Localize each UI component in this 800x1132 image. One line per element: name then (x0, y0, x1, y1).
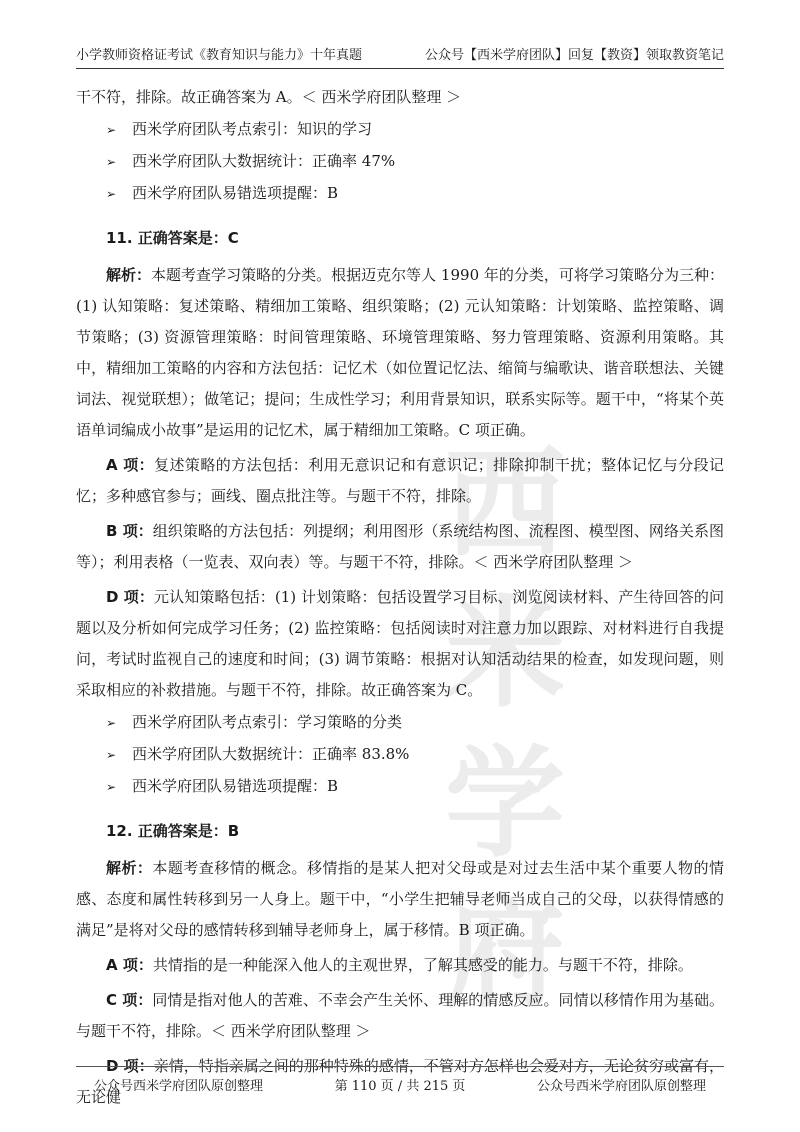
arrow-icon: ➢ (106, 123, 117, 137)
arrow-icon: ➢ (106, 187, 117, 201)
arrow-icon: ➢ (106, 748, 117, 762)
arrow-icon: ➢ (106, 780, 117, 794)
header-promo: 公众号【西米学府团队】回复【教资】领取教资笔记 (424, 48, 724, 63)
arrow-icon: ➢ (106, 155, 117, 169)
question-11-analysis: 解析：本题考查学习策略的分类。根据迈克尔等人 1990 年的分类，可将学习策略分为三种：(1) 认知策略：复述策略、精细加工策略、组织策略；(2) 元认知策略：计划策略、监控策略、调节策略；(3) 资源管理策略：时间管理策略、环境管理策略、努力管理策略、资源利用策略。其中，精细加工策略的内容和方法包括：记忆术（如位置记忆法、缩简与编歌诀、谐音联想法、关键词法、视觉联想）；做笔记；提问；生成性学习；利用背景知识，联系实际等。题干中，“将某个英语单词编成小故事”是运用的记忆术，属于精细加工策略。C 项正确。 (76, 266, 724, 439)
question-12-heading: 12. 正确答案是：B (106, 822, 240, 840)
arrow-icon: ➢ (106, 716, 117, 730)
list-item: ➢ 西米学府团队易错选项提醒：B (76, 770, 724, 802)
list-item: ➢ 西米学府团队考点索引：知识的学习 (76, 113, 724, 145)
watermark-logo: 西米学府 (445, 435, 565, 1024)
question-11-heading: 11. 正确答案是：C (106, 229, 239, 247)
footer-left: 公众号西米学府团队原创整理 (94, 1079, 264, 1094)
page-body (76, 82, 724, 1113)
footer-right: 公众号西米学府团队原创整理 (536, 1079, 706, 1094)
question-12-option-d: D 项：亲情，特指亲属之间的那种特殊的感情，不管对方怎样也会爱对方，无论贫穷或富有，无论健 (76, 1057, 724, 1106)
question-12-option-c: C 项：同情是指对他人的苦难、不幸会产生关怀、理解的情感反应。同情以移情作用为基础。与题干不符，排除。＜ 西米学府团队整理 ＞ (76, 991, 724, 1040)
question-12-option-a: A 项：共情指的是一种能深入他人的主观世界，了解其感受的能力。与题干不符，排除。 (106, 956, 693, 974)
question-11-option-d: D 项：元认知策略包括：(1) 计划策略：包括设置学习目标、浏览阅读材料、产生待回答的问题以及分析如何完成学习任务；(2) 监控策略：包括阅读时对注意力加以跟踪、对材料进行自我提问，考试时监视自己的速度和时间；(3) 调节策略：根据对认知活动结果的检查，如发现问题，则采取相应的补救措施。与题干不符，排除。故正确答案为 C。 (76, 588, 724, 699)
page-header (76, 38, 724, 69)
header-title: 小学教师资格证考试《教育知识与能力》十年真题 (76, 48, 363, 63)
list-item: ➢ 西米学府团队易错选项提醒：B (76, 177, 724, 209)
prev-answer-tail: 干不符，排除。故正确答案为 A。＜ 西米学府团队整理 ＞ (76, 88, 462, 106)
question-11-option-b: B 项：组织策略的方法包括：列提纲；利用图形（系统结构图、流程图、模型图、网络关系图等）；利用表格（一览表、双向表）等。与题干不符，排除。＜ 西米学府团队整理 ＞ (76, 522, 724, 571)
list-item: ➢ 西米学府团队考点索引：学习策略的分类 (76, 706, 724, 738)
question-11-option-a: A 项：复述策略的方法包括：利用无意识记和有意识记；排除抑制干扰；整体记忆与分段记忆；多种感官参与；画线、圈点批注等。与题干不符，排除。 (76, 456, 724, 505)
list-item: ➢ 西米学府团队大数据统计：正确率 47% (76, 145, 724, 177)
page-number: 第 110 页 / 共 215 页 (334, 1079, 466, 1094)
question-12-analysis: 解析：本题考查移情的概念。移情指的是某人把对父母或是对过去生活中某个重要人物的情感、态度和属性转移到另一人身上。题干中，“小学生把辅导老师当成自己的父母，以获得情感的满足”是将对父母的感情转移到辅导老师身上，属于移情。B 项正确。 (76, 859, 724, 939)
list-item: ➢ 西米学府团队大数据统计：正确率 83.8% (76, 738, 724, 770)
